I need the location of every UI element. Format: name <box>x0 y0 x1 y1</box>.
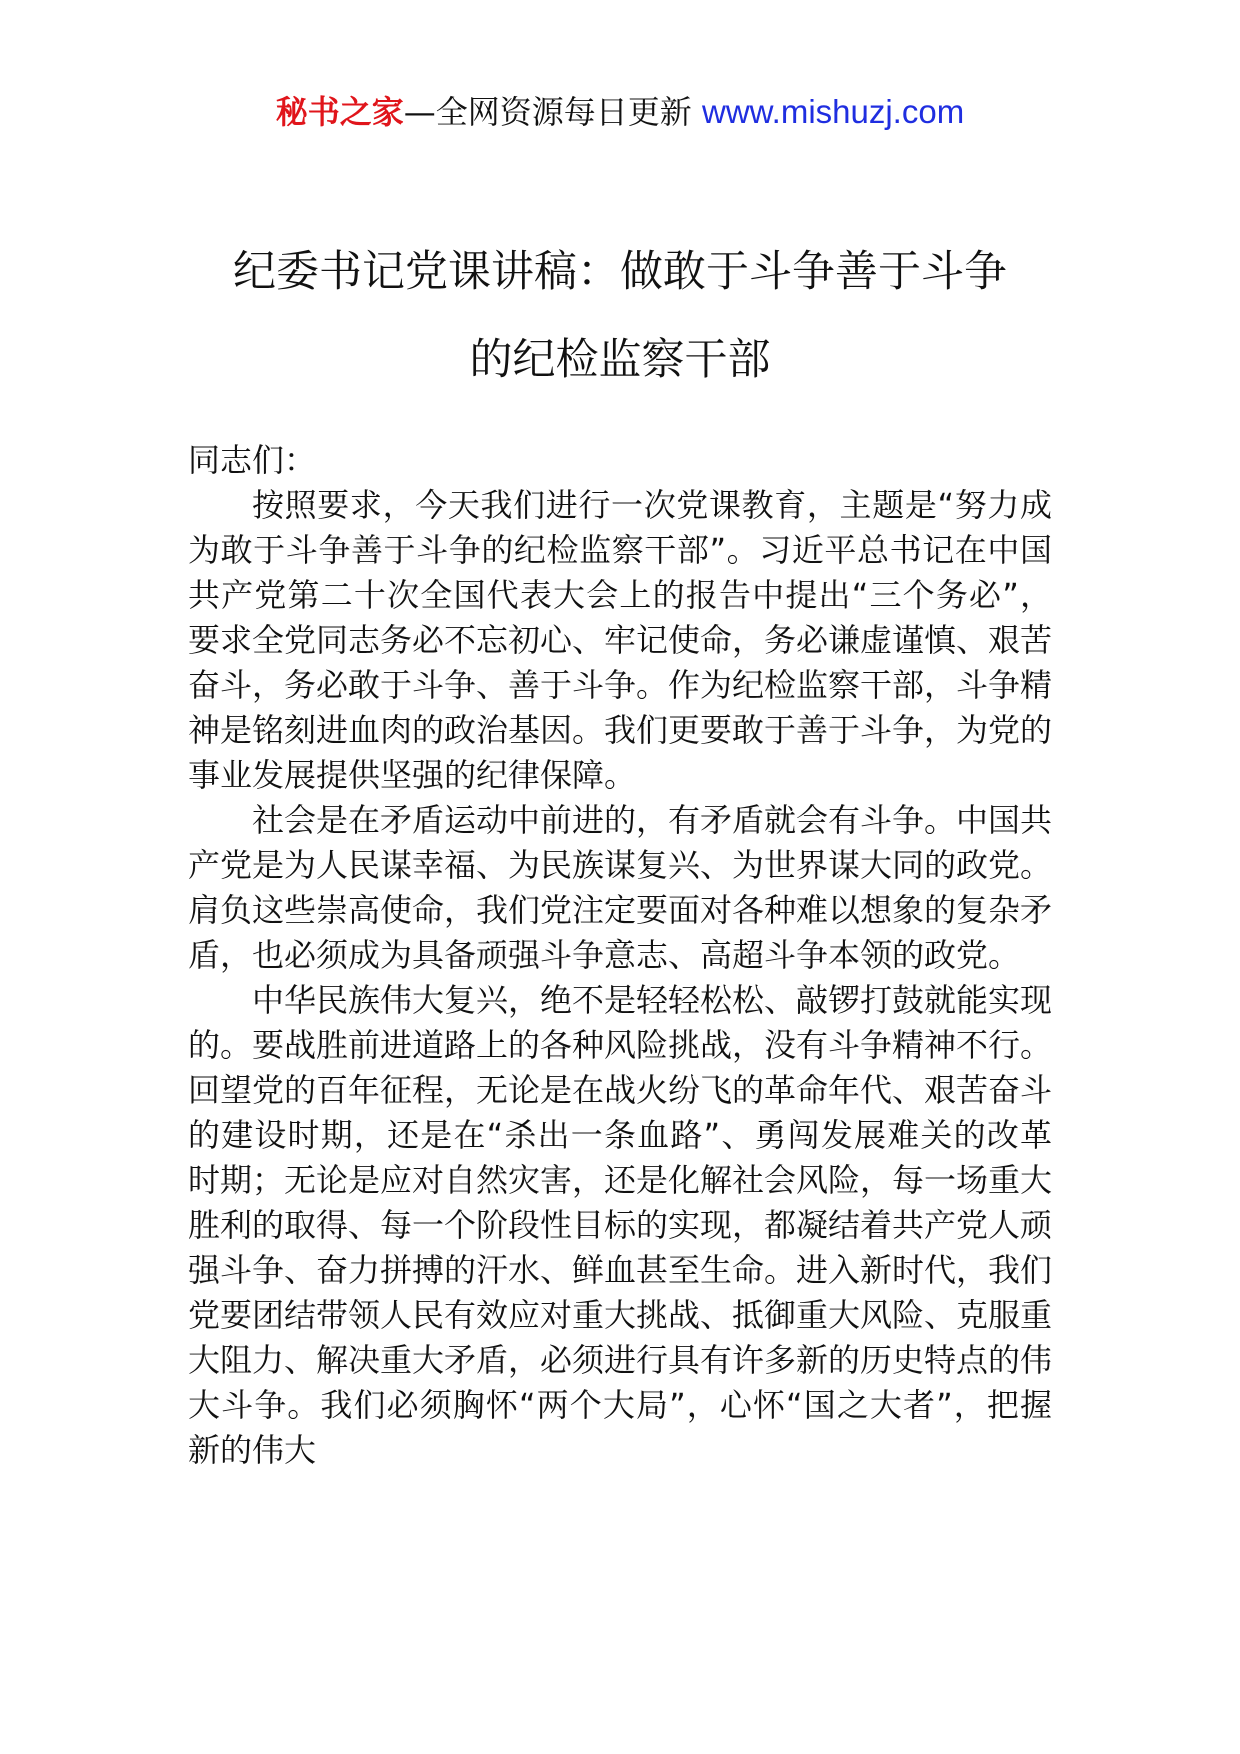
title-line-1: 纪委书记党课讲稿：做敢于斗争善于斗争 <box>233 247 1007 297</box>
banner-tagline: —全网资源每日更新 <box>403 93 702 131</box>
brand-name: 秘书之家 <box>275 93 404 131</box>
paragraph-3: 中华民族伟大复兴，绝不是轻轻松松、敲锣打鼓就能实现的。要战胜前进道路上的各种风险挑战，没有斗争精神不行。回望党的百年征程，无论是在战火纷飞的革命年代、艰苦奋斗的建设时期，还是在“杀出一条血路”、勇闯发展难关的改革时期；无论是应对自然灾害，还是化解社会风险，每一场重大胜利的取得、每一个阶段性目标的实现，都凝结着共产党人顽强斗争、奋力拼搏的汗水、鲜血甚至生命。进入新时代，我们党要团结带领人民有效应对重大挑战、抵御重大风险、克服重大阻力、解决重大矛盾，必须进行具有许多新的历史特点的伟大斗争。我们必须胸怀“两个大局”，心怀“国之大者”，把握新的伟大 <box>188 981 1053 1469</box>
title-line-2: 的纪检监察干部 <box>469 335 771 385</box>
document-title <box>140 228 1100 404</box>
site-url-link[interactable]: www.mishuzj.com <box>701 93 965 130</box>
salutation: 同志们： <box>188 441 317 479</box>
site-banner <box>0 92 1240 132</box>
paragraph-1: 按照要求，今天我们进行一次党课教育，主题是“努力成为敢于斗争善于斗争的纪检监察干部”。习近平总书记在中国共产党第二十次全国代表大会上的报告中提出“三个务必”，要求全党同志务必不忘初心、牢记使命，务必谦虚谨慎、艰苦奋斗，务必敢于斗争、善于斗争。作为纪检监察干部，斗争精神是铭刻进血肉的政治基因。我们更要敢于善于斗争，为党的事业发展提供坚强的纪律保障。 <box>188 486 1053 794</box>
paragraph-2: 社会是在矛盾运动中前进的，有矛盾就会有斗争。中国共产党是为人民谋幸福、为民族谋复兴、为世界谋大同的政党。肩负这些崇高使命，我们党注定要面对各种难以想象的复杂矛盾，也必须成为具备顽强斗争意志、高超斗争本领的政党。 <box>188 801 1053 974</box>
document-body <box>188 438 1052 1473</box>
